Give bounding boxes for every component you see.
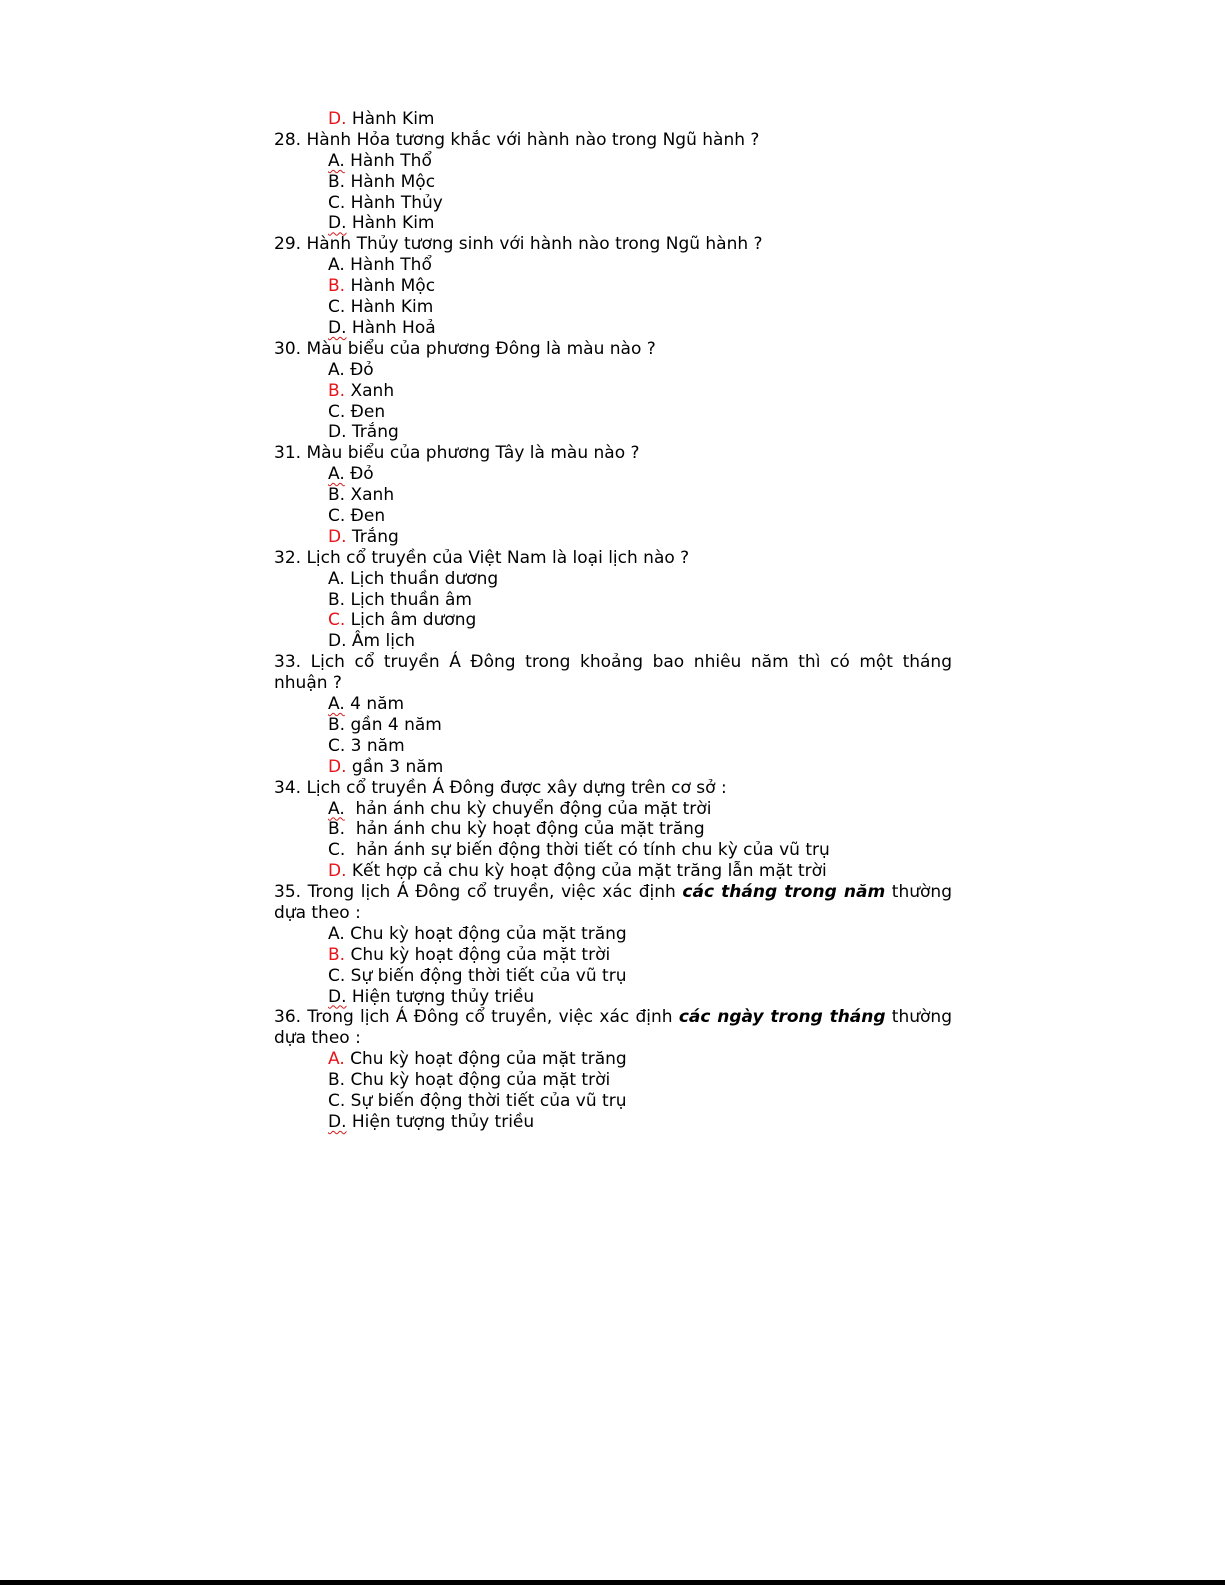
option-letter: A. [328, 694, 345, 715]
option-letter: C. [328, 610, 346, 631]
answer-option [274, 799, 952, 820]
option-text: gần 3 năm [346, 756, 444, 777]
answer-option [274, 422, 952, 443]
option-text: Hành Hoả [346, 317, 436, 338]
answer-option [274, 276, 952, 297]
question-text [274, 234, 952, 255]
option-text: Hành Kim [345, 297, 434, 318]
option-text: Chu kỳ hoạt động của mặt trời [345, 1070, 611, 1091]
answer-option [274, 360, 952, 381]
option-text: Sự biến động thời tiết của vũ trụ [345, 965, 627, 986]
question-30 [274, 339, 952, 443]
option-text: Lịch thuần dương [344, 568, 499, 589]
answer-option [274, 464, 952, 485]
question-emphasis: các tháng trong năm [682, 882, 886, 903]
option-text: Hành Thổ [344, 255, 432, 276]
question-number: 29. [274, 234, 302, 255]
option-text: Hiện tượng thủy triều [346, 1111, 535, 1132]
answer-option [274, 381, 952, 402]
question-emphasis: các ngày trong tháng [678, 1007, 886, 1028]
option-text: hản ánh sự biến động thời tiết có tính chu kỳ của vũ trụ [345, 840, 830, 861]
option-letter: B. [328, 1070, 346, 1091]
answer-option [274, 318, 952, 339]
option-letter: B. [328, 944, 346, 965]
answer-option [274, 297, 952, 318]
option-letter: A. [328, 568, 345, 589]
question-number: 36. [274, 1007, 302, 1028]
question-34 [274, 778, 952, 882]
question-number: 28. [274, 129, 302, 150]
option-text: 4 năm [344, 694, 405, 715]
question-body-end: thường dựa theo : [274, 882, 952, 923]
option-letter: C. [328, 1091, 346, 1112]
answer-option [274, 945, 952, 966]
answer-option [274, 987, 952, 1008]
question-35 [274, 882, 952, 1007]
option-letter: D. [328, 861, 347, 882]
option-letter: D. [328, 109, 347, 129]
answer-option [274, 1070, 952, 1091]
answer-option [274, 840, 952, 861]
option-text: Trắng [346, 422, 399, 443]
option-letter: A. [328, 150, 345, 171]
answer-option [274, 255, 952, 276]
option-letter: A. [328, 359, 345, 380]
page-bottom-border [0, 1580, 1225, 1585]
option-letter: D. [328, 422, 347, 443]
question-31 [274, 443, 952, 547]
question-text [274, 652, 952, 694]
option-letter: B. [328, 714, 346, 735]
answer-option [274, 151, 952, 172]
option-text: Lịch thuần âm [345, 589, 472, 610]
answer-option [274, 172, 952, 193]
question-body-end: thường dựa theo : [274, 1007, 952, 1049]
option-text: Hành Kim [346, 213, 435, 234]
option-letter: A. [328, 255, 345, 276]
question-body: Hành Hỏa tương khắc với hành nào trong Ngũ hành ? [301, 129, 760, 150]
option-text: Sự biến động thời tiết của vũ trụ [345, 1091, 627, 1112]
question-list [274, 130, 952, 1133]
option-letter: B. [328, 171, 346, 192]
question-number: 33. [274, 652, 302, 673]
option-text: Đen [345, 505, 386, 526]
option-text: Chu kỳ hoạt động của mặt trời [345, 944, 611, 965]
option-text: gần 4 năm [345, 714, 442, 735]
option-text: Xanh [345, 485, 395, 506]
option-letter: B. [328, 819, 346, 840]
answer-option [274, 590, 952, 611]
option-text: Hành Thổ [344, 150, 432, 171]
option-letter: D. [328, 986, 347, 1007]
option-letter: B. [328, 380, 346, 401]
option-text: Đen [345, 401, 386, 422]
answer-option [274, 694, 952, 715]
option-letter: C. [328, 505, 346, 526]
question-text [274, 443, 952, 464]
option-text: Chu kỳ hoạt động của mặt trăng [344, 923, 627, 944]
question-36 [274, 1007, 952, 1132]
answer-option [274, 736, 952, 757]
answer-option [274, 213, 952, 234]
question-body: Màu biểu của phương Đông là màu nào ? [301, 338, 656, 359]
question-number: 30. [274, 338, 302, 359]
option-letter: C. [328, 735, 346, 756]
option-text: Hành Thủy [345, 192, 443, 213]
option-letter: B. [328, 276, 346, 297]
answer-option [274, 485, 952, 506]
question-text [274, 548, 952, 569]
question-32 [274, 548, 952, 652]
answer-option [274, 819, 952, 840]
question-29 [274, 234, 952, 338]
option-letter: D. [328, 631, 347, 652]
option-letter: A. [328, 798, 345, 819]
option-text: Lịch âm dương [345, 610, 477, 631]
question-body: Hành Thủy tương sinh với hành nào trong Ngũ hành ? [301, 234, 763, 255]
answer-option [274, 631, 952, 652]
question-body: Lịch cổ truyền Á Đông được xây dựng trên cơ sở : [301, 777, 727, 798]
answer-option [274, 193, 952, 214]
question-number: 34. [274, 777, 302, 798]
question-number: 31. [274, 443, 302, 464]
answer-option [274, 506, 952, 527]
option-letter: D. [328, 756, 347, 777]
question-body: Trong lịch Á Đông cổ truyền, việc xác định [301, 882, 683, 903]
question-number: 32. [274, 547, 302, 568]
option-letter: D. [328, 1111, 347, 1132]
quiz-content [274, 109, 952, 1133]
answer-option [274, 527, 952, 548]
answer-option [274, 1091, 952, 1112]
option-text: Âm lịch [346, 631, 416, 652]
option-letter: A. [328, 464, 345, 485]
option-text: 3 năm [345, 735, 405, 756]
option-letter: C. [328, 840, 346, 861]
option-text: Kết hợp cả chu kỳ hoạt động của mặt trăng lẫn mặt trời [346, 861, 827, 882]
answer-option [274, 966, 952, 987]
question-body: Trong lịch Á Đông cổ truyền, việc xác định [301, 1007, 679, 1028]
answer-option [274, 861, 952, 882]
question-text [274, 130, 952, 151]
option-text: Hiện tượng thủy triều [346, 986, 535, 1007]
answer-option [274, 1049, 952, 1070]
question-body: Lịch cổ truyền Á Đông trong khoảng bao nhiêu năm thì có một tháng nhuận ? [274, 652, 952, 694]
question-body: Lịch cổ truyền của Việt Nam là loại lịch nào ? [301, 547, 690, 568]
answer-option [274, 757, 952, 778]
answer-option [274, 109, 952, 130]
option-text: Trắng [346, 526, 399, 547]
option-text: Hành Mộc [345, 276, 436, 297]
answer-option [274, 1112, 952, 1133]
option-text: hản ánh chu kỳ chuyển động của mặt trời [344, 798, 712, 819]
question-text [274, 1007, 952, 1049]
question-33 [274, 652, 952, 777]
answer-option [274, 924, 952, 945]
answer-option [274, 610, 952, 631]
option-letter: D. [328, 317, 347, 338]
answer-option [274, 402, 952, 423]
option-letter: D. [328, 526, 347, 547]
question-body: Màu biểu của phương Tây là màu nào ? [301, 443, 640, 464]
option-letter: A. [328, 923, 345, 944]
option-text: Hành Kim [346, 109, 435, 129]
option-letter: A. [328, 1049, 345, 1070]
option-letter: D. [328, 213, 347, 234]
question-28 [274, 130, 952, 234]
answer-option [274, 715, 952, 736]
option-letter: C. [328, 297, 346, 318]
question-text [274, 882, 952, 924]
option-letter: C. [328, 192, 346, 213]
option-text: Đỏ [344, 464, 374, 485]
option-letter: B. [328, 485, 346, 506]
option-letter: B. [328, 589, 346, 610]
option-letter: C. [328, 965, 346, 986]
option-letter: C. [328, 401, 346, 422]
option-text: hản ánh chu kỳ hoạt động của mặt trăng [345, 819, 705, 840]
option-text: Chu kỳ hoạt động của mặt trăng [344, 1049, 627, 1070]
option-text: Xanh [345, 380, 395, 401]
question-number: 35. [274, 882, 302, 903]
question-text [274, 339, 952, 360]
question-text [274, 778, 952, 799]
answer-option [274, 569, 952, 590]
option-text: Hành Mộc [345, 171, 436, 192]
option-text: Đỏ [344, 359, 374, 380]
